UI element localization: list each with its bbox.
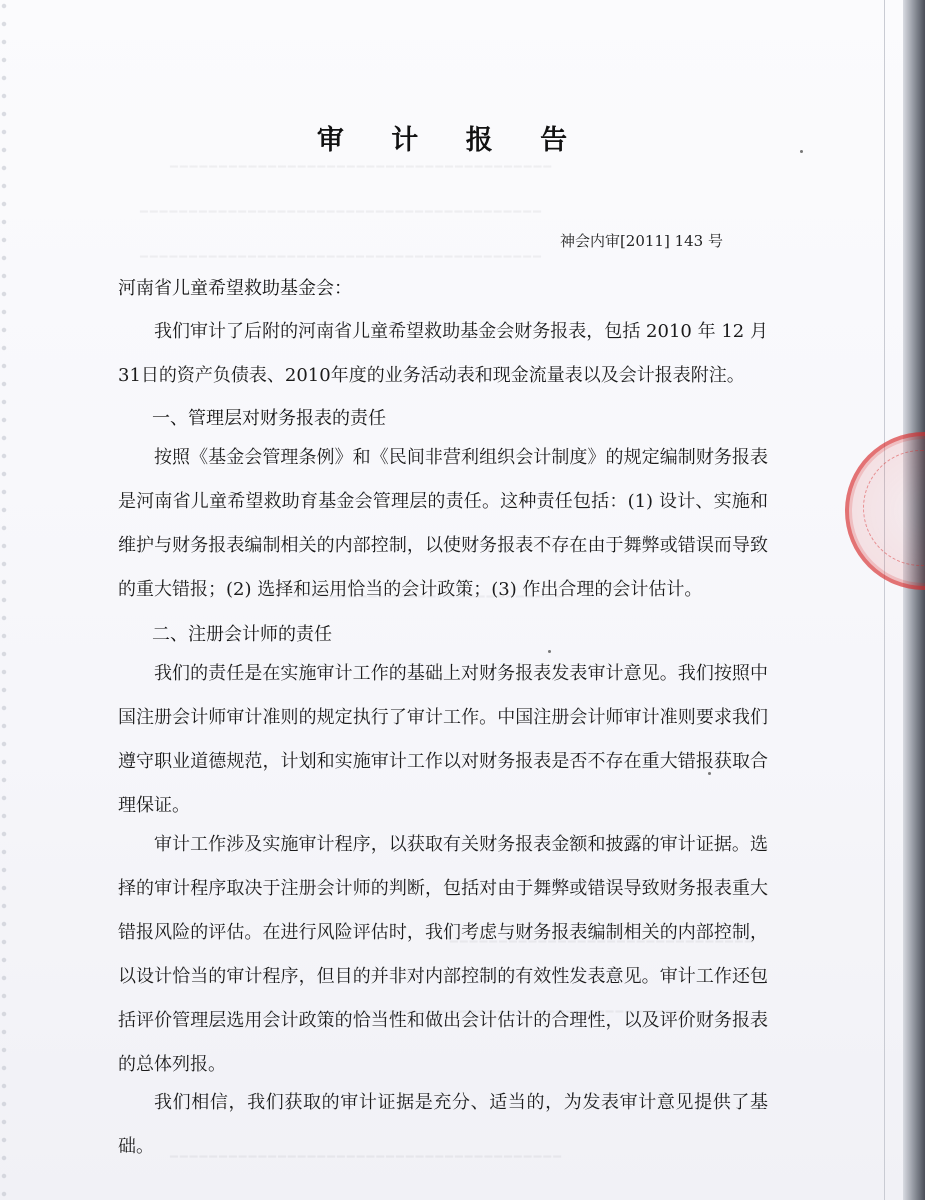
speck <box>800 150 803 153</box>
audit-procedures-paragraph: 审计工作涉及实施审计程序，以获取有关财务报表金额和披露的审计证据。选择的审计程序取决于注册会计师的判断，包括对由于舞弊或错误导致财务报表重大错报风险的评估。在进行风险评估时，我们考虑与财务报表编制相关的内部控制，以设计恰当的审计程序，但目的并非对内部控制的有效性发表意见。审计工作还包括评价管理层选用会计政策的恰当性和做出会计估计的合理性，以及评价财务报表的总体列报。 <box>118 834 768 1075</box>
document-title: 审 计 报 告 <box>316 125 587 156</box>
scanner-edge <box>903 0 925 1200</box>
speck <box>708 772 711 775</box>
audit-evidence-paragraph: 我们相信，我们获取的审计证据是充分、适当的，为发表审计意见提供了基础。 <box>118 1092 768 1157</box>
binding-holes <box>0 0 8 1200</box>
addressee: 河南省儿童希望救助基金会： <box>118 278 352 299</box>
seal-inner-ring <box>863 450 925 566</box>
speck <box>548 650 551 653</box>
management-responsibility-paragraph: 按照《基金会管理条例》和《民间非营利组织会计制度》的规定编制财务报表是河南省儿童希望救助育基金会管理层的责任。这种责任包括：(1) 设计、实施和维护与财务报表编制相关的内部控制，以使财务报表不存在由于舞弊或错误而导致的重大错报；(2) 选择和运用恰当的会计政策；(3) 作出合理的会计估计。 <box>118 447 768 600</box>
intro-paragraph: 我们审计了后附的河南省儿童希望救助基金会财务报表，包括 2010 年 12 月31日的资产负债表、2010年度的业务活动表和现金流量表以及会计报表附注。 <box>118 321 768 386</box>
page-fold-line <box>884 0 885 1200</box>
section-heading-management: 一、管理层对财务报表的责任 <box>152 408 386 429</box>
auditor-responsibility-paragraph: 我们的责任是在实施审计工作的基础上对财务报表发表审计意见。我们按照中国注册会计师审计准则的规定执行了审计工作。中国注册会计师审计准则要求我们遵守职业道德规范，计划和实施审计工作以对财务报表是否不存在重大错报获取合理保证。 <box>118 663 768 816</box>
section-heading-auditor: 二、注册会计师的责任 <box>152 624 332 645</box>
bleed-through <box>170 160 553 175</box>
document-number: 神会内审[2011] 143 号 <box>559 232 723 250</box>
